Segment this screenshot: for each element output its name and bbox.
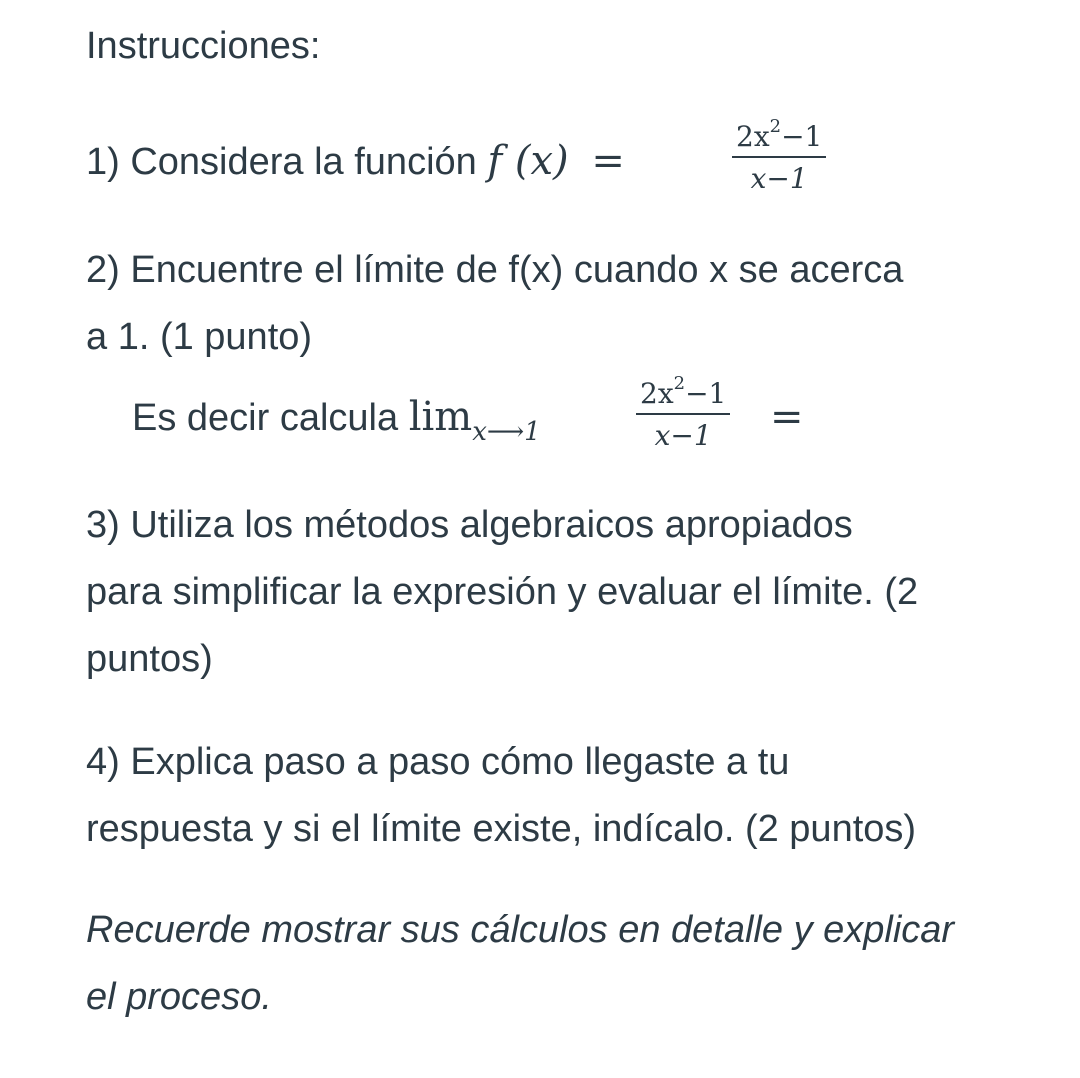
note-line-1: Recuerde mostrar sus cálculos en detalle y explicar [86, 909, 955, 951]
limit-numerator: $2x^2-1$ [636, 377, 730, 415]
item-1-text: 1) Considera la función [86, 141, 477, 183]
function-expression: f (x) = [487, 138, 625, 184]
fraction-numerator: $2x^2-1$ [732, 120, 826, 158]
limit-fraction [636, 373, 730, 452]
item-2-line-1: 2) Encuentre el límite de f(x) cuando x se acerca [86, 249, 904, 291]
function-fraction [732, 116, 826, 195]
limit-equals: = [770, 394, 804, 440]
item-3-line-2: para simplificar la expresión y evaluar el límite. (2 [86, 571, 919, 613]
item-3-line-1: 3) Utiliza los métodos algebraicos apropiados [86, 504, 853, 546]
item-1 [86, 138, 625, 184]
item-2-line-2: a 1. (1 punto) [86, 316, 313, 358]
limit-operator: $\lim_{x⟶1}$ [408, 394, 541, 447]
limit-denominator: x−1 [654, 419, 712, 452]
item-3-line-3: puntos) [86, 638, 213, 680]
fraction-denominator: x−1 [750, 162, 808, 195]
item-4-line-1: 4) Explica paso a paso cómo llegaste a tu [86, 741, 790, 783]
item-2-line-3 [132, 394, 541, 447]
note-line-2: el proceso. [86, 976, 272, 1018]
item-4-line-2: respuesta y si el límite existe, indícalo. (2 puntos) [86, 808, 917, 850]
limit-intro-text: Es decir calcula [132, 397, 399, 439]
instructions-title: Instrucciones: [86, 25, 321, 67]
